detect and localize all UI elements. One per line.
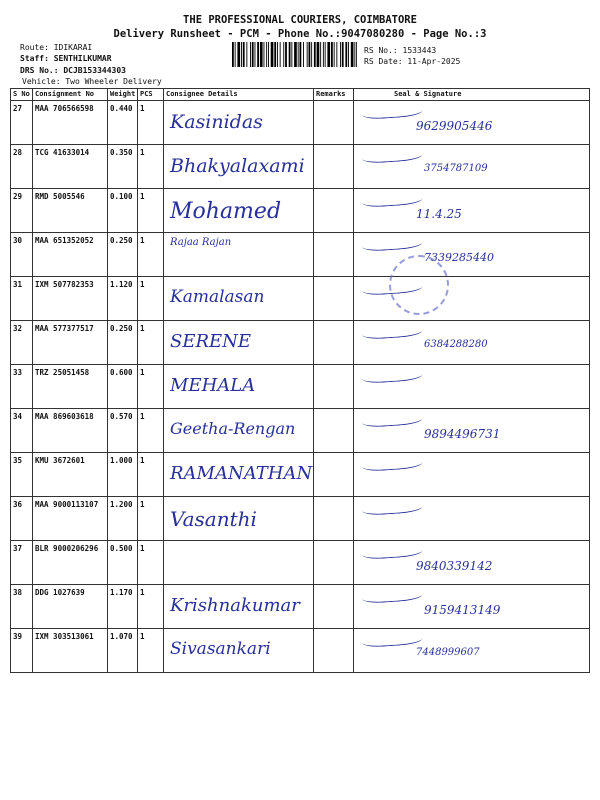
table-row xyxy=(11,365,590,409)
remarks-cell xyxy=(314,365,354,409)
signature-phone: 9629905446 xyxy=(416,119,493,133)
signature-scribble xyxy=(362,455,423,472)
pcs-cell: 1 xyxy=(138,101,164,145)
signature-scribble xyxy=(362,631,423,648)
table-row xyxy=(11,629,590,673)
consignment-cell: MAA 9000113107 xyxy=(33,497,108,541)
signature-scribble xyxy=(362,323,423,340)
consignment-cell: MAA 869603618 xyxy=(33,409,108,453)
drs-number: DRS No.: DCJB153344303 xyxy=(20,66,126,75)
seal-signature-cell xyxy=(354,629,590,673)
consignment-cell: BLR 9000206296 xyxy=(33,541,108,585)
remarks-cell xyxy=(314,277,354,321)
sno-cell: 38 xyxy=(11,585,33,629)
company-title: THE PROFESSIONAL COURIERS, COIMBATORE xyxy=(183,14,417,26)
signature-scribble xyxy=(362,235,423,252)
remarks-cell xyxy=(314,541,354,585)
consignment-cell: IXM 303513061 xyxy=(33,629,108,673)
weight-cell: 0.440 xyxy=(108,101,138,145)
seal-signature-cell xyxy=(354,365,590,409)
consignee-handwriting: Krishnakumar xyxy=(170,595,300,616)
remarks-cell xyxy=(314,101,354,145)
seal-signature-cell xyxy=(354,321,590,365)
signature-scribble xyxy=(362,543,423,560)
pcs-cell: 1 xyxy=(138,497,164,541)
signature-phone: 9894496731 xyxy=(424,427,501,441)
consignee-cell xyxy=(164,233,314,277)
table-row xyxy=(11,409,590,453)
col-header-consignee: Consignee Details xyxy=(164,89,314,101)
pcs-cell: 1 xyxy=(138,453,164,497)
consignment-cell: IXM 507782353 xyxy=(33,277,108,321)
table-row xyxy=(11,453,590,497)
weight-cell: 1.120 xyxy=(108,277,138,321)
remarks-cell xyxy=(314,233,354,277)
sno-cell: 32 xyxy=(11,321,33,365)
consignee-cell xyxy=(164,585,314,629)
consignment-cell: MAA 577377517 xyxy=(33,321,108,365)
sno-cell: 31 xyxy=(11,277,33,321)
consignee-cell xyxy=(164,629,314,673)
col-header-weight: Weight xyxy=(108,89,138,101)
sno-cell: 30 xyxy=(11,233,33,277)
sno-cell: 35 xyxy=(11,453,33,497)
consignment-cell: DDG 1027639 xyxy=(33,585,108,629)
table-row xyxy=(11,189,590,233)
weight-cell: 0.250 xyxy=(108,233,138,277)
signature-scribble xyxy=(362,103,423,120)
table-row xyxy=(11,277,590,321)
remarks-cell xyxy=(314,321,354,365)
remarks-cell xyxy=(314,629,354,673)
col-header-sno: S No xyxy=(11,89,33,101)
consignee-handwriting: Rajaa Rajan xyxy=(170,237,232,248)
seal-signature-cell xyxy=(354,101,590,145)
remarks-cell xyxy=(314,145,354,189)
consignee-cell xyxy=(164,453,314,497)
consignee-cell xyxy=(164,365,314,409)
table-row xyxy=(11,541,590,585)
consignment-cell: KMU 3672601 xyxy=(33,453,108,497)
consignee-cell xyxy=(164,321,314,365)
consignee-cell xyxy=(164,541,314,585)
remarks-cell xyxy=(314,453,354,497)
weight-cell: 0.500 xyxy=(108,541,138,585)
weight-cell: 0.350 xyxy=(108,145,138,189)
consignee-cell xyxy=(164,145,314,189)
consignee-handwriting: RAMANATHAN xyxy=(170,463,313,484)
pcs-cell: 1 xyxy=(138,541,164,585)
sno-cell: 36 xyxy=(11,497,33,541)
signature-scribble xyxy=(362,411,423,428)
route-text: Route: IDIKARAI xyxy=(20,43,93,52)
consignment-cell: RMD 5005546 xyxy=(33,189,108,233)
signature-phone: 7448999607 xyxy=(416,647,480,658)
seal-signature-cell xyxy=(354,409,590,453)
table-body xyxy=(11,101,590,673)
sno-cell: 29 xyxy=(11,189,33,233)
remarks-cell xyxy=(314,189,354,233)
consignee-handwriting: MEHALA xyxy=(170,375,256,396)
seal-signature-cell xyxy=(354,585,590,629)
seal-signature-cell xyxy=(354,189,590,233)
remarks-cell xyxy=(314,497,354,541)
runsheet-table xyxy=(10,88,590,673)
table-row xyxy=(11,145,590,189)
weight-cell: 0.600 xyxy=(108,365,138,409)
signature-phone: 11.4.25 xyxy=(416,207,462,221)
pcs-cell: 1 xyxy=(138,585,164,629)
consignment-cell: TCG 41633014 xyxy=(33,145,108,189)
col-header-consignment: Consignment No xyxy=(33,89,108,101)
consignee-handwriting: Sivasankari xyxy=(170,639,271,659)
pcs-cell: 1 xyxy=(138,409,164,453)
signature-scribble xyxy=(362,587,423,604)
table-row xyxy=(11,233,590,277)
consignee-cell xyxy=(164,189,314,233)
consignee-cell xyxy=(164,101,314,145)
pcs-cell: 1 xyxy=(138,365,164,409)
col-header-pcs: PCS xyxy=(138,89,164,101)
consignee-cell xyxy=(164,277,314,321)
seal-stamp xyxy=(389,255,449,315)
table-row xyxy=(11,497,590,541)
seal-signature-cell xyxy=(354,277,590,321)
vehicle-text: Vehicle: Two Wheeler Delivery xyxy=(22,77,162,86)
sno-cell: 34 xyxy=(11,409,33,453)
pcs-cell: 1 xyxy=(138,189,164,233)
consignee-cell xyxy=(164,497,314,541)
table-row xyxy=(11,585,590,629)
seal-signature-cell xyxy=(354,233,590,277)
consignee-handwriting: Geetha-Rengan xyxy=(170,419,296,438)
remarks-cell xyxy=(314,585,354,629)
staff-text: Staff: SENTHILKUMAR xyxy=(20,54,112,63)
remarks-cell xyxy=(314,409,354,453)
signature-scribble xyxy=(362,367,423,384)
consignment-cell: TRZ 25051458 xyxy=(33,365,108,409)
seal-signature-cell xyxy=(354,453,590,497)
sno-cell: 33 xyxy=(11,365,33,409)
sno-cell: 28 xyxy=(11,145,33,189)
weight-cell: 0.570 xyxy=(108,409,138,453)
weight-cell: 0.250 xyxy=(108,321,138,365)
sno-cell: 39 xyxy=(11,629,33,673)
rs-date: RS Date: 11-Apr-2025 xyxy=(364,57,461,66)
meta-left xyxy=(20,42,162,87)
pcs-cell: 1 xyxy=(138,629,164,673)
signature-scribble xyxy=(362,147,423,164)
consignee-handwriting: Kasinidas xyxy=(170,111,263,133)
consignee-cell xyxy=(164,409,314,453)
runsheet-subtitle: Delivery Runsheet - PCM - Phone No.:9047080280 - Page No.:3 xyxy=(113,28,487,40)
weight-cell: 1.070 xyxy=(108,629,138,673)
consignment-cell: MAA 651352052 xyxy=(33,233,108,277)
pcs-cell: 1 xyxy=(138,145,164,189)
consignee-handwriting: Kamalasan xyxy=(170,287,265,307)
table-row xyxy=(11,101,590,145)
rs-number: RS No.: 1533443 xyxy=(364,46,437,55)
signature-scribble xyxy=(362,499,423,516)
consignee-handwriting: SERENE xyxy=(170,331,252,352)
signature-phone: 9840339142 xyxy=(416,559,493,573)
barcode-image xyxy=(232,42,357,67)
col-header-seal: Seal & Signature xyxy=(354,89,590,101)
seal-signature-cell xyxy=(354,145,590,189)
table-header-row xyxy=(11,89,590,101)
seal-signature-cell xyxy=(354,497,590,541)
weight-cell: 1.200 xyxy=(108,497,138,541)
consignee-handwriting: Mohamed xyxy=(170,199,282,224)
pcs-cell: 1 xyxy=(138,233,164,277)
consignee-handwriting: Vasanthi xyxy=(170,507,257,531)
signature-phone: 3754787109 xyxy=(424,163,488,174)
weight-cell: 1.170 xyxy=(108,585,138,629)
signature-phone: 6384288280 xyxy=(424,339,488,350)
weight-cell: 0.100 xyxy=(108,189,138,233)
table-row xyxy=(11,321,590,365)
meta-right xyxy=(364,45,460,67)
col-header-remarks: Remarks xyxy=(314,89,354,101)
weight-cell: 1.000 xyxy=(108,453,138,497)
consignee-handwriting: Bhakyalaxami xyxy=(170,155,305,177)
signature-phone: 9159413149 xyxy=(424,603,501,617)
sno-cell: 37 xyxy=(11,541,33,585)
signature-phone: 7339285440 xyxy=(424,251,494,264)
seal-signature-cell xyxy=(354,541,590,585)
consignment-cell: MAA 706566598 xyxy=(33,101,108,145)
sno-cell: 27 xyxy=(11,101,33,145)
pcs-cell: 1 xyxy=(138,321,164,365)
signature-scribble xyxy=(362,191,423,208)
pcs-cell: 1 xyxy=(138,277,164,321)
